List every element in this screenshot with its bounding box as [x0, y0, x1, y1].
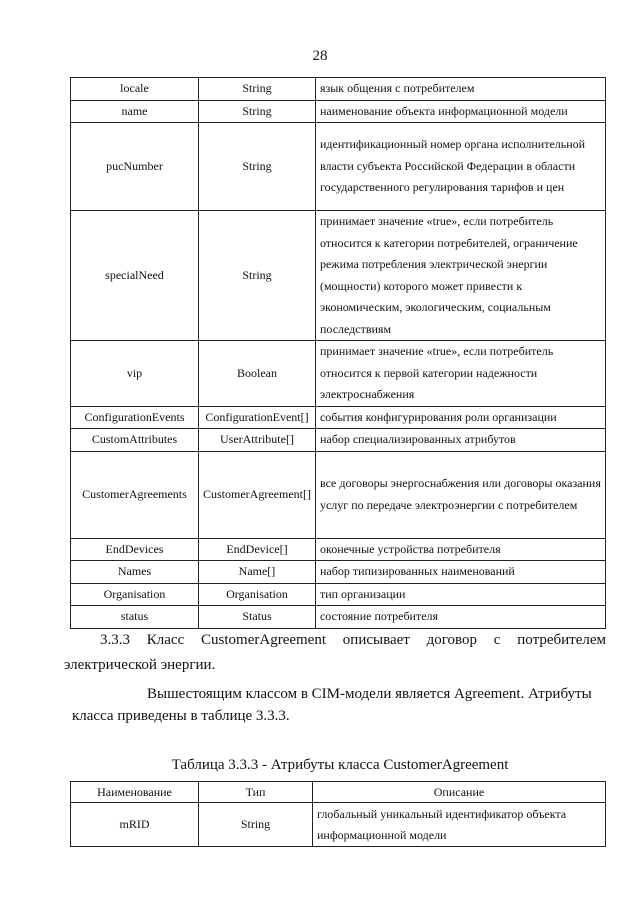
attribute-type: Organisation: [199, 583, 316, 606]
attribute-type: EndDevice[]: [199, 538, 316, 561]
attribute-description: наименование объекта информационной модели: [315, 100, 605, 123]
table-row: [71, 606, 606, 629]
table-row: [71, 451, 606, 538]
table-row: [71, 429, 606, 452]
attribute-name: locale: [71, 78, 199, 101]
table-row: [71, 78, 606, 101]
table-row: [71, 406, 606, 429]
table-row: [71, 561, 606, 584]
attribute-description: тип организации: [315, 583, 605, 606]
attribute-type: String: [199, 123, 316, 211]
attribute-type: Boolean: [199, 341, 316, 407]
table-row: [71, 538, 606, 561]
attribute-type: Status: [199, 606, 316, 629]
customer-attributes-table-continued: [70, 77, 606, 629]
attribute-name: name: [71, 100, 199, 123]
attribute-description: принимает значение «true», если потребитель относится к категории потребителей, ограничение режима потребления электрической энергии (мощности) которого может привести к экономическим, экологическим, социальным последствиям: [315, 211, 605, 341]
table-row: [71, 211, 606, 341]
section-paragraph-continuation: электрической энергии.: [64, 657, 216, 673]
attribute-type: UserAttribute[]: [199, 429, 316, 452]
body-paragraph-continuation: класса приведены в таблице 3.3.3.: [72, 708, 290, 724]
attribute-description: принимает значение «true», если потребитель относится к первой категории надежности электроснабжения: [315, 341, 605, 407]
attribute-name: pucNumber: [71, 123, 199, 211]
attribute-name: specialNeed: [71, 211, 199, 341]
attribute-name: vip: [71, 341, 199, 407]
column-header-name: Наименование: [71, 782, 199, 803]
attribute-type: String: [199, 100, 316, 123]
page-number: 28: [312, 48, 328, 64]
attribute-type: String: [199, 78, 316, 101]
column-header-type: Тип: [199, 782, 313, 803]
table-row: [71, 803, 606, 847]
attribute-description: состояние потребителя: [315, 606, 605, 629]
attribute-type: String: [199, 803, 313, 847]
attribute-description: язык общения с потребителем: [315, 78, 605, 101]
attribute-type: String: [199, 211, 316, 341]
table-row: [71, 123, 606, 211]
body-paragraph: Вышестоящим классом в CIM-модели является Agreement. Атрибуты: [147, 686, 592, 702]
attribute-name: mRID: [71, 803, 199, 847]
attribute-description: набор типизированных наименований: [315, 561, 605, 584]
attribute-name: status: [71, 606, 199, 629]
table-caption: Таблица 3.3.3 - Атрибуты класса CustomerAgreement: [171, 757, 509, 773]
attribute-name: Organisation: [71, 583, 199, 606]
table-row: [71, 100, 606, 123]
attribute-type: Name[]: [199, 561, 316, 584]
attribute-name: Names: [71, 561, 199, 584]
attribute-type: CustomerAgreement[]: [199, 451, 316, 538]
attribute-description: набор специализированных атрибутов: [315, 429, 605, 452]
attribute-name: CustomerAgreements: [71, 451, 199, 538]
section-heading-paragraph: 3.3.3 Класс CustomerAgreement описывает договор с потребителем: [100, 632, 606, 648]
column-header-description: Описание: [313, 782, 606, 803]
table-header-row: [71, 782, 606, 803]
table-row: [71, 583, 606, 606]
attribute-description: глобальный уникальный идентификатор объекта информационной модели: [313, 803, 606, 847]
attribute-description: события конфигурирования роли организации: [315, 406, 605, 429]
attribute-description: идентификационный номер органа исполнительной власти субъекта Российской Федерации в области государственного регулирования тарифов и цен: [315, 123, 605, 211]
attribute-name: CustomAttributes: [71, 429, 199, 452]
table-row: [71, 341, 606, 407]
attribute-type: ConfigurationEvent[]: [199, 406, 316, 429]
attribute-name: EndDevices: [71, 538, 199, 561]
attribute-name: ConfigurationEvents: [71, 406, 199, 429]
attribute-description: все договоры энергоснабжения или договоры оказания услуг по передаче электроэнергии с потребителем: [315, 451, 605, 538]
attribute-description: оконечные устройства потребителя: [315, 538, 605, 561]
customer-agreement-attributes-table: [70, 781, 606, 847]
